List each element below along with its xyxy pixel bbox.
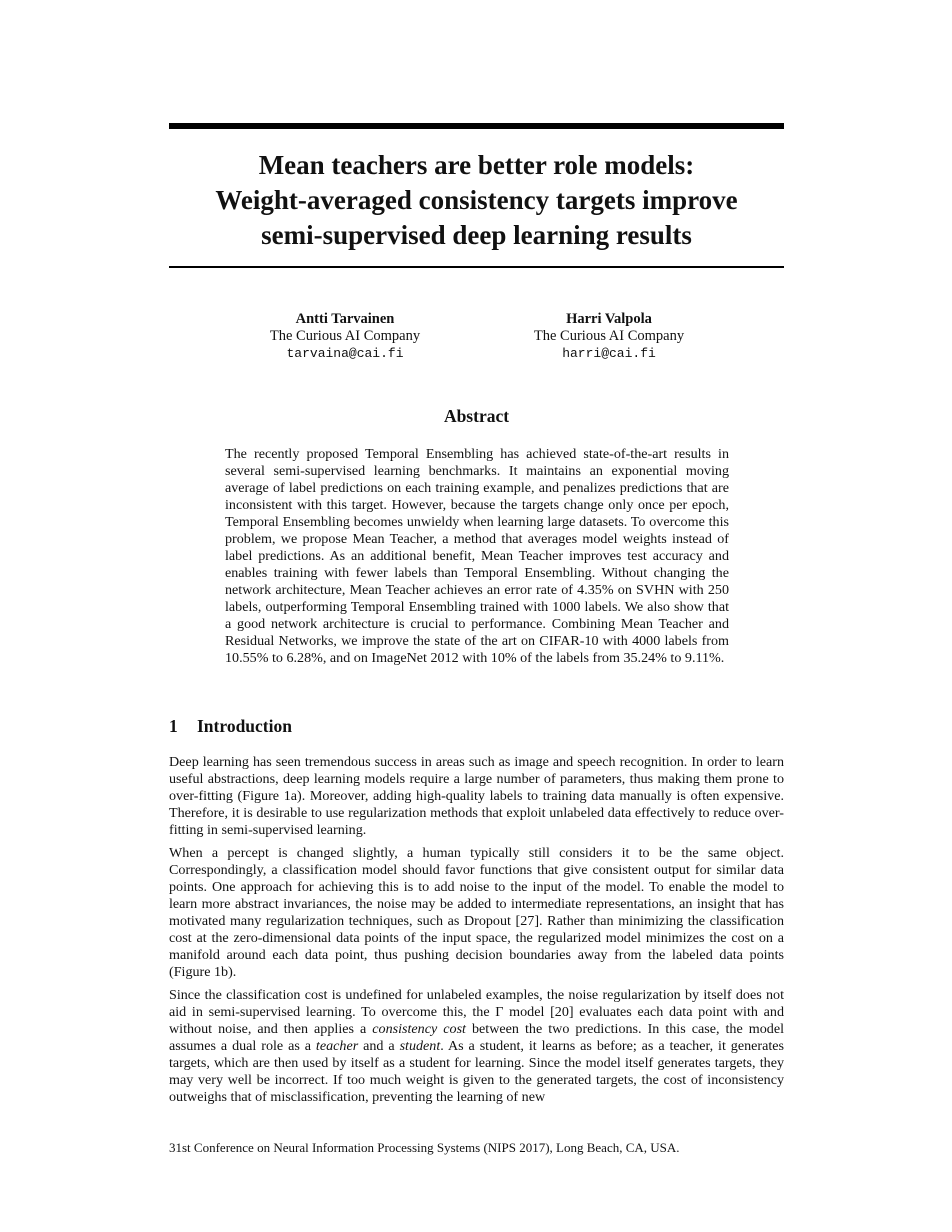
author-2-name: Harri Valpola: [566, 311, 652, 327]
author-1-email: tarvaina@cai.fi: [286, 346, 404, 361]
author-1-affiliation: The Curious AI Company: [269, 328, 421, 344]
title-line-2: Weight-averaged consistency targets improve: [215, 185, 738, 215]
paragraph-3-part-b: between the two predictions. In this case, the model assumes a dual role as a: [169, 1021, 784, 1054]
abstract-text: The recently proposed Temporal Ensembling has achieved state-of-the-art results in several semi-supervised learning benchmarks. It maintains an exponential moving average of label predictions on each training example, and penalizes predictions that are inconsistent with this target. However, because the targets change only once per epoch, Temporal Ensembling becomes unwieldy when learning large datasets. To overcome this problem, we propose Mean Teacher, a method that averages model weights instead of label predictions. As an additional benefit, Mean Teacher improves test accuracy and enables training with fewer labels than Temporal Ensembling. Without changing the network architecture, Mean Teacher achieves an error rate of 4.35% on SVHN with 250 labels, outperforming Temporal Ensembling trained with 1000 labels. We also show that a good network architecture is crucial to performance. Combining Mean Teacher and Residual Networks, we improve the state of the art on CIFAR-10 with 4000 labels from 10.55% to 6.28%, and on ImageNet 2012 with 10% of the labels from 35.24% to 9.11%.: [225, 446, 729, 666]
author-2-email: harri@cai.fi: [562, 346, 656, 361]
author-1: [215, 311, 475, 362]
paragraph-1: Deep learning has seen tremendous success in areas such as image and speech recognition. In order to learn useful abstractions, deep learning models require a large number of parameters, thus making them prone to over-fitting (Figure 1a). Moreover, adding high-quality labels to training data manually is often expensive. Therefore, it is desirable to use regularization methods that exploit unlabeled data effectively to reduce over-fitting in semi-supervised learning.: [169, 754, 784, 838]
author-block: [169, 311, 784, 371]
abstract-heading: Abstract: [443, 406, 510, 426]
paragraph-3-part-c: and a: [358, 1038, 400, 1054]
title-line-1: Mean teachers are better role models:: [258, 150, 695, 180]
emphasis-student: student: [399, 1038, 441, 1054]
section-number: 1: [169, 716, 178, 736]
top-rule: [169, 123, 784, 129]
paragraph-3-part-a: Since the classification cost is undefined for unlabeled examples, the noise regularization by itself does not aid in semi-supervised learning. To overcome this, the Γ model [20] evaluates each data point with and without noise, and then applies a: [169, 987, 784, 1037]
introduction-body: [169, 754, 784, 1112]
paper-title: [169, 148, 784, 253]
author-2-affiliation: The Curious AI Company: [533, 328, 685, 344]
paragraph-3-part-d: . As a student, it learns as before; as a teacher, it generates targets, which are then used by itself as a student for learning. Since the model itself generates targets, they may very well be incorrect. If too much weight is given to the generated targets, the cost of inconsistency outweighs that of misclassification, preventing the learning of new: [169, 1038, 785, 1105]
conference-footnote: 31st Conference on Neural Information Processing Systems (NIPS 2017), Long Beach, CA, USA.: [169, 1140, 680, 1155]
emphasis-consistency-cost: consistency cost: [372, 1021, 466, 1037]
paragraph-2: When a percept is changed slightly, a human typically still considers it to be the same object. Correspondingly, a classification model should favor functions that give consistent output for similar data points. One approach for achieving this is to add noise to the input of the model. To enable the model to learn more abstract invariances, the noise may be added to intermediate representations, an insight that has motivated many regularization techniques, such as Dropout [27]. Rather than minimizing the classification cost at the zero-dimensional data points of the input space, the regularized model minimizes the cost on a manifold around each data point, thus pushing decision boundaries away from the labeled data points (Figure 1b).: [169, 845, 784, 980]
section-heading: [169, 715, 784, 737]
section-title: Introduction: [197, 716, 292, 736]
paragraph-3: [169, 987, 784, 1106]
title-line-3: semi-supervised deep learning results: [261, 220, 692, 250]
author-2: [479, 311, 739, 362]
title-rule: [169, 266, 784, 268]
author-1-name: Antti Tarvainen: [295, 311, 395, 327]
emphasis-teacher: teacher: [315, 1038, 359, 1054]
